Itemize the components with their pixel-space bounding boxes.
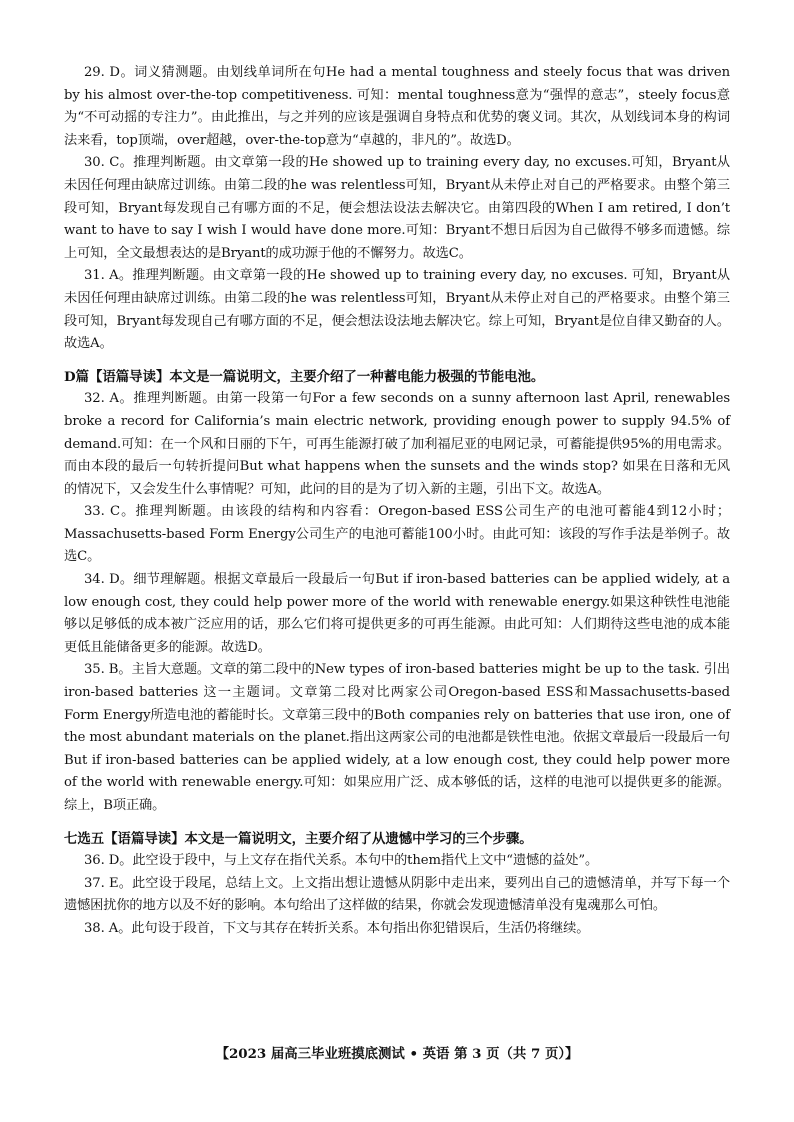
answer-38: 38. A。此句设于段首，下文与其存在转折关系。本句指出你犯错误后，生活仍将继续。 <box>84 920 590 936</box>
answer-36: 36. D。此空设于段中，与上文存在指代关系。本句中的them指代上文中“遗憾的益处”。 <box>84 853 599 869</box>
answer-32: 32. A。推理判断题。由第一段第一句For a few seconds on a sunny afternoon last April, renewables broke a record for California’s main electric network, providing enough power to supply 94.5% of demand.可知：在一个风和日丽的下午，可再生能源打破了加利福尼亚的电网记录，可蓄能提供95%的用电需求。而由本段的最后一句转折提问But what happens when the sunsets and the winds stop? 如果在日落和无风的情况下，又会发生什么事情呢？可知，此问的目的是为了切入新的主题，引出下文。故选A。 <box>64 391 730 497</box>
answer-34: 34. D。细节理解题。根据文章最后一段最后一句But if iron-based batteries can be applied widely, at a low enough cost, they could help power more of the world with renewable energy.如果这种铁性电池能够以足够低的成本被广泛应用的话，那么它们将可提供更多的可再生能源。由此可知：人们期待这些电池的成本能更低且能储备更多的能源。故选D。 <box>64 572 730 655</box>
answer-30: 30. C。推理判断题。由文章第一段的He showed up to training every day, no excuses.可知，Bryant从未因任何理由缺席过训练。由第二段的he was relentless可知，Bryant从未停止对自己的严格要求。由整个第三段可知，Bryant每发现自己有哪方面的不足，便会想法设法去解决它。由第四段的When I am retired, I don’t want to have to say I wish I would have done more.可知：Bryant不想日后因为自己做得不够多而遗憾。综上可知，全文最想表达的是Bryant的成功源于他的不懈努力。故选C。 <box>64 155 730 261</box>
page-footer: 【2023 届高三毕业班摸底测试 • 英语 第 3 页（共 7 页）】 <box>215 1046 579 1062</box>
answer-35: 35. B。主旨大意题。文章的第二段中的New types of iron-based batteries might be up to the task. 引出iron-based batteries 这一主题词。文章第二段对比两家公司Oregon-based ESS和Massachusetts-based Form Energy所造电池的蓄能时长。文章第三段中的Both companies rely on batteries that use iron, one of the most abundant materials on the planet.指出这两家公司的电池都是铁性电池。依据文章最后一段最后一句But if iron-based batteries can be applied widely, at a low enough cost, they could help power more of the world with renewable energy.可知：如果应用广泛、成本够低的话，这样的电池可以提供更多的能源。综上，B项正确。 <box>64 662 730 813</box>
seven-choose-five-heading: 七选五【语篇导读】本文是一篇说明文，主要介绍了从遗憾中学习的三个步骤。 <box>64 830 533 847</box>
answer-key-page <box>64 62 730 941</box>
answer-31: 31. A。推理判断题。由文章第一段的He showed up to training every day, no excuses. 可知，Bryant从未因任何理由缺席过训练。由第二段的he was relentless可知，Bryant从未停止对自己的严格要求。由整个第三段可知，Bryant每发现自己有哪方面的不足，便会想法设法地去解决它。综上可知，Bryant是位自律又勤奋的人。故选A。 <box>64 268 730 352</box>
section-d-heading: D篇【语篇导读】本文是一篇说明文，主要介绍了一种蓄电能力极强的节能电池。 <box>64 368 545 385</box>
answer-33: 33. C。推理判断题。由该段的结构和内容看：Oregon-based ESS公司生产的电池可蓄能4到12小时；Massachusetts-based Form Energy公司生产的电池可蓄能100小时。由此可知：该段的写作手法是举例子。故选C。 <box>64 504 730 565</box>
answer-37: 37. E。此空设于段尾，总结上文。上文指出想让遗憾从阴影中走出来，要列出自己的遗憾清单，并写下每一个遗憾困扰你的地方以及不好的影响。本句给出了这样做的结果，你就会发现遗憾清单没有鬼魂那么可怕。 <box>64 875 730 914</box>
answer-29: 29. D。词义猜测题。由划线单词所在句He had a mental toughness and steely focus that was driven by his almost over-the-top competitiveness. 可知：mental toughness意为“强悍的意志”，steely focus意为“不可动摇的专注力”。由此推出，与之并列的应该是强调自身特点和优势的褒义词。其次，从划线词本身的构词法来看，top顶端，over超越，over-the-top意为“卓越的，非凡的”。故选D。 <box>64 65 730 148</box>
